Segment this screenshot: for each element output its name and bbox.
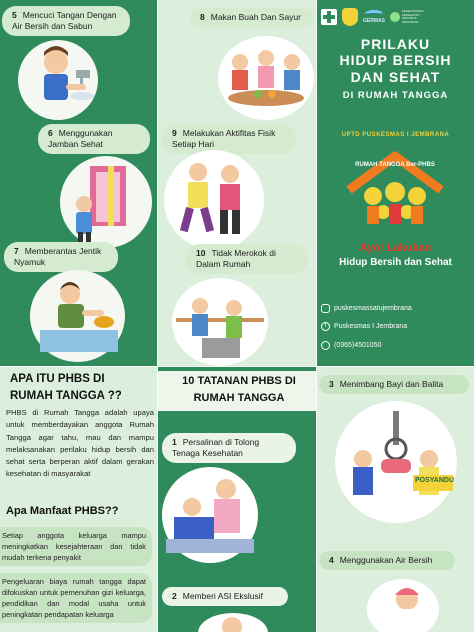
instagram-handle[interactable]: puskesmassatujembrana	[334, 305, 412, 312]
item-number: 2	[172, 591, 177, 601]
title-line: PRILAKU	[360, 36, 431, 52]
phone-row	[321, 341, 382, 350]
item-label: Tidak Merokok di Dalam Rumah	[196, 248, 276, 269]
posyandu-weighing-illustration	[335, 401, 457, 523]
kemenkes-logo: KEMENTERIAN KESEHATAN REPUBLIK INDONESIA	[390, 10, 428, 24]
panel-hygiene-8-10	[158, 0, 316, 366]
item-label: Memberantas Jentik Nyamuk	[14, 246, 102, 267]
title-line: HIDUP BERSIH	[339, 52, 452, 68]
item-number: 6	[48, 128, 53, 138]
panel-hygiene-5-7	[0, 0, 157, 366]
facebook-icon: f	[321, 322, 330, 331]
panel-habits-3-4	[317, 367, 474, 632]
benefits-heading: Apa Manfaat PHBS??	[6, 505, 119, 517]
panel-what-is-phbs	[0, 367, 157, 632]
instagram-row	[321, 304, 412, 313]
cover-title	[317, 36, 474, 104]
item-3-pill	[319, 375, 469, 394]
handwashing-illustration	[18, 40, 98, 120]
item-number: 5	[12, 10, 17, 20]
logo-caption: RUMAH TANGGA Ber-PHBS	[355, 162, 435, 168]
logo-row	[321, 6, 471, 28]
item-number: 10	[196, 248, 206, 258]
ministry-logo-icon	[321, 9, 337, 25]
family-eating-illustration	[218, 36, 314, 120]
item-2-pill	[162, 587, 288, 606]
phbs-house-logo	[339, 146, 451, 238]
item-4-pill	[319, 551, 455, 570]
item-label: Menimbang Bayi dan Balita	[339, 379, 444, 389]
posyandu-sign: POSYANDU	[415, 477, 455, 484]
slogan	[317, 238, 474, 268]
item-label: Makan Buah Dan Sayur	[210, 12, 301, 22]
item-number: 9	[172, 128, 177, 138]
germas-logo: GERMAS	[363, 10, 385, 24]
item-label: Menggunakan Air Bersih	[339, 555, 433, 565]
cover-panel	[317, 0, 474, 366]
title-line: DAN SEHAT	[350, 69, 441, 85]
slogan-line-1: Ayo! Lakukan	[359, 242, 432, 254]
item-6-pill	[38, 124, 150, 154]
item-number: 4	[329, 555, 334, 565]
regency-emblem-icon	[342, 8, 358, 26]
item-label: Persalinan di Tolong Tenaga Kesehatan	[172, 437, 260, 458]
item-number: 7	[14, 246, 19, 256]
item-number: 8	[200, 12, 205, 22]
item-label: Melakukan Aktifitas Fisik Setiap Hari	[172, 128, 276, 149]
facebook-name[interactable]: Puskesmas I Jembrana	[334, 323, 408, 330]
facebook-row	[321, 322, 407, 331]
benefit-2: Pengeluaran biaya rumah tangga dapat difokuskan untuk pemenuhan gizi keluarga, pendidikan dan modal usaha untuk peningkatan pendapatan keluarga	[0, 573, 152, 623]
instagram-icon	[321, 304, 330, 313]
panel-ten-habits	[158, 367, 316, 632]
item-8-pill	[190, 8, 314, 27]
item-5-pill	[2, 6, 130, 36]
item-number: 3	[329, 379, 334, 389]
organization-name: UPTD PUSKESMAS I JEMBRANA	[341, 132, 450, 138]
phone-number[interactable]: (0365)4501050	[334, 342, 382, 349]
ten-habits-title: 10 TATANAN PHBS DI RUMAH TANGGA	[182, 375, 296, 404]
phbs-definition: PHBS di Rumah Tangga adalah upaya untuk memberdayakan anggota Rumah Tangga agar tahu, mau dan mampu melaksanakan perilaku hidup bersih dan sehat serta berperan aktif dalam gerakan kesehatan di masyarakat	[6, 408, 154, 479]
midwife-birth-illustration	[162, 467, 258, 563]
cover-subtitle: DI RUMAH TANGGA	[342, 90, 449, 101]
item-7-pill	[4, 242, 118, 272]
what-is-phbs-heading: APA ITU PHBS DI RUMAH TANGGA ??	[10, 373, 122, 402]
item-label: Memberi ASI Ekslusif	[182, 591, 264, 601]
slogan-line-2: Hidup Bersih dan Sehat	[339, 257, 452, 268]
phone-icon	[321, 341, 330, 350]
clean-water-illustration	[367, 579, 439, 632]
benefit-1: Setiap anggota keluarga mampu meningkatkan kesejahteraan dan tidak mudah terkena penyakit	[0, 527, 152, 566]
no-smoking-illustration	[172, 278, 268, 366]
item-10-pill	[186, 244, 308, 274]
item-label: Menggunakan Jamban Sehat	[48, 128, 113, 149]
toilet-illustration	[60, 156, 152, 248]
item-number: 1	[172, 437, 177, 447]
mosquito-cleanup-illustration	[30, 270, 125, 362]
item-label: Mencuci Tangan Dengan Air Bersih dan Sabun	[12, 10, 117, 31]
breastfeeding-illustration	[198, 613, 268, 632]
item-1-pill	[162, 433, 296, 463]
exercise-illustration	[164, 150, 264, 250]
